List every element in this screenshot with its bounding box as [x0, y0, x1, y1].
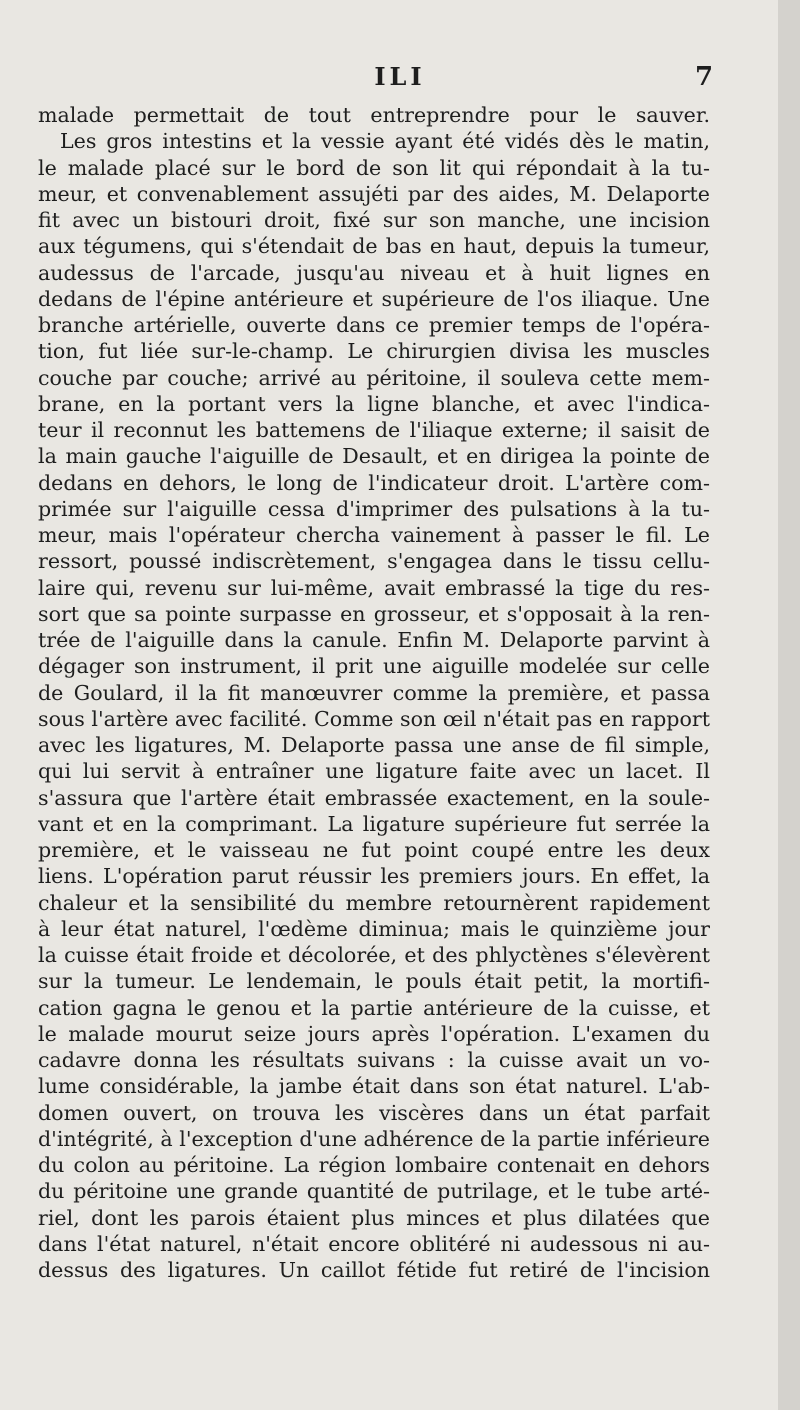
running-head: ILI [374, 62, 426, 91]
text-line: Les gros intestins et la vessie ayant été vidés dès le matin, [60, 129, 710, 154]
text-line: tion, fut liée sur-le-champ. Le chirurgien divisa les muscles [38, 339, 710, 364]
text-line: meur, mais l'opérateur chercha vainement à passer le fil. Le [38, 523, 710, 547]
text-line: audessus de l'arcade, jusqu'au niveau et à huit lignes en [38, 260, 710, 285]
page-number: 7 [695, 62, 714, 92]
text-line: à leur état naturel, l'œdème diminua; mais le quinzième jour [38, 916, 710, 941]
text-line: du péritoine une grande quantité de putrilage, et le tube arté- [38, 1179, 710, 1204]
text-line: le malade mourut seize jours après l'opération. L'examen du [38, 1021, 710, 1046]
text-line: liens. L'opération parut réussir les premiers jours. En effet, la [38, 864, 710, 889]
text-line: d'intégrité, à l'exception d'une adhérence de la partie inférieure [38, 1126, 710, 1151]
text-line: trée de l'aiguille dans la canule. Enfin M. Delaporte parvint à [38, 628, 710, 652]
text-line: sort que sa pointe surpasse en grosseur, et s'opposait à la ren- [38, 601, 710, 626]
text-line: ressort, poussé indiscrètement, s'engagea dans le tissu cellu- [38, 549, 710, 574]
text-line: de Goulard, il la fit manœuvrer comme la première, et passa [38, 680, 710, 705]
text-line: meur, et convenablement assujéti par des aides, M. Delaporte [38, 181, 710, 206]
text-line: première, et le vaisseau ne fut point coupé entre les deux [38, 838, 710, 862]
text-line: brane, en la portant vers la ligne blanche, et avec l'indica- [38, 391, 710, 416]
text-line: qui lui servit à entraîner une ligature faite avec un lacet. Il [38, 759, 710, 784]
text-line: chaleur et la sensibilité du membre retournèrent rapidement [38, 890, 710, 915]
text-line: dedans de l'épine antérieure et supérieure de l'os iliaque. Une [38, 286, 710, 311]
text-line: vant et en la comprimant. La ligature supérieure fut serrée la [38, 811, 710, 836]
text-line: cation gagna le genou et la partie antérieure de la cuisse, et [38, 995, 710, 1020]
text-line: la main gauche l'aiguille de Desault, et en dirigea la pointe de [38, 444, 710, 469]
text-line: avec les ligatures, M. Delaporte passa une anse de fil simple, [38, 733, 710, 757]
page-header [0, 62, 800, 102]
text-line: dans l'état naturel, n'était encore oblitéré ni audessous ni au- [38, 1231, 710, 1256]
body-text [38, 102, 710, 1283]
text-line: primée sur l'aiguille cessa d'imprimer des pulsations à la tu- [38, 496, 710, 521]
text-line: laire qui, revenu sur lui-même, avait embrassé la tige du res- [38, 575, 710, 600]
text-line: sur la tumeur. Le lendemain, le pouls était petit, la mortifi- [38, 969, 710, 994]
text-line: s'assura que l'artère était embrassée exactement, en la soule- [38, 785, 710, 810]
text-line: la cuisse était froide et décolorée, et des phlyctènes s'élevèrent [38, 943, 710, 967]
text-line: sous l'artère avec facilité. Comme son œil n'était pas en rapport [38, 706, 710, 731]
text-line: malade permettait de tout entreprendre pour le sauver. [38, 103, 710, 127]
text-line: lume considérable, la jambe était dans son état naturel. L'ab- [38, 1074, 710, 1099]
text-line: dégager son instrument, il prit une aiguille modelée sur celle [38, 654, 710, 679]
text-line: dessus des ligatures. Un caillot fétide fut retiré de l'incision [38, 1258, 710, 1282]
text-line: domen ouvert, on trouva les viscères dans un état parfait [38, 1100, 710, 1125]
text-line: cadavre donna les résultats suivans : la cuisse avait un vo- [38, 1048, 710, 1072]
text-line: le malade placé sur le bord de son lit qui répondait à la tu- [38, 155, 710, 180]
text-line: fit avec un bistouri droit, fixé sur son manche, une incision [38, 208, 710, 232]
text-line: branche artérielle, ouverte dans ce premier temps de l'opéra- [38, 313, 710, 337]
text-line: aux tégumens, qui s'étendait de bas en haut, depuis la tumeur, [38, 234, 710, 259]
text-line: teur il reconnut les battemens de l'iliaque externe; il saisit de [38, 418, 710, 442]
text-line: couche par couche; arrivé au péritoine, il souleva cette mem- [38, 365, 710, 390]
text-line: dedans en dehors, le long de l'indicateur droit. L'artère com- [38, 470, 710, 495]
text-line: du colon au péritoine. La région lombaire contenait en dehors [38, 1153, 710, 1177]
page-edge-shadow [778, 0, 800, 1410]
text-line: riel, dont les parois étaient plus minces et plus dilatées que [38, 1205, 710, 1230]
